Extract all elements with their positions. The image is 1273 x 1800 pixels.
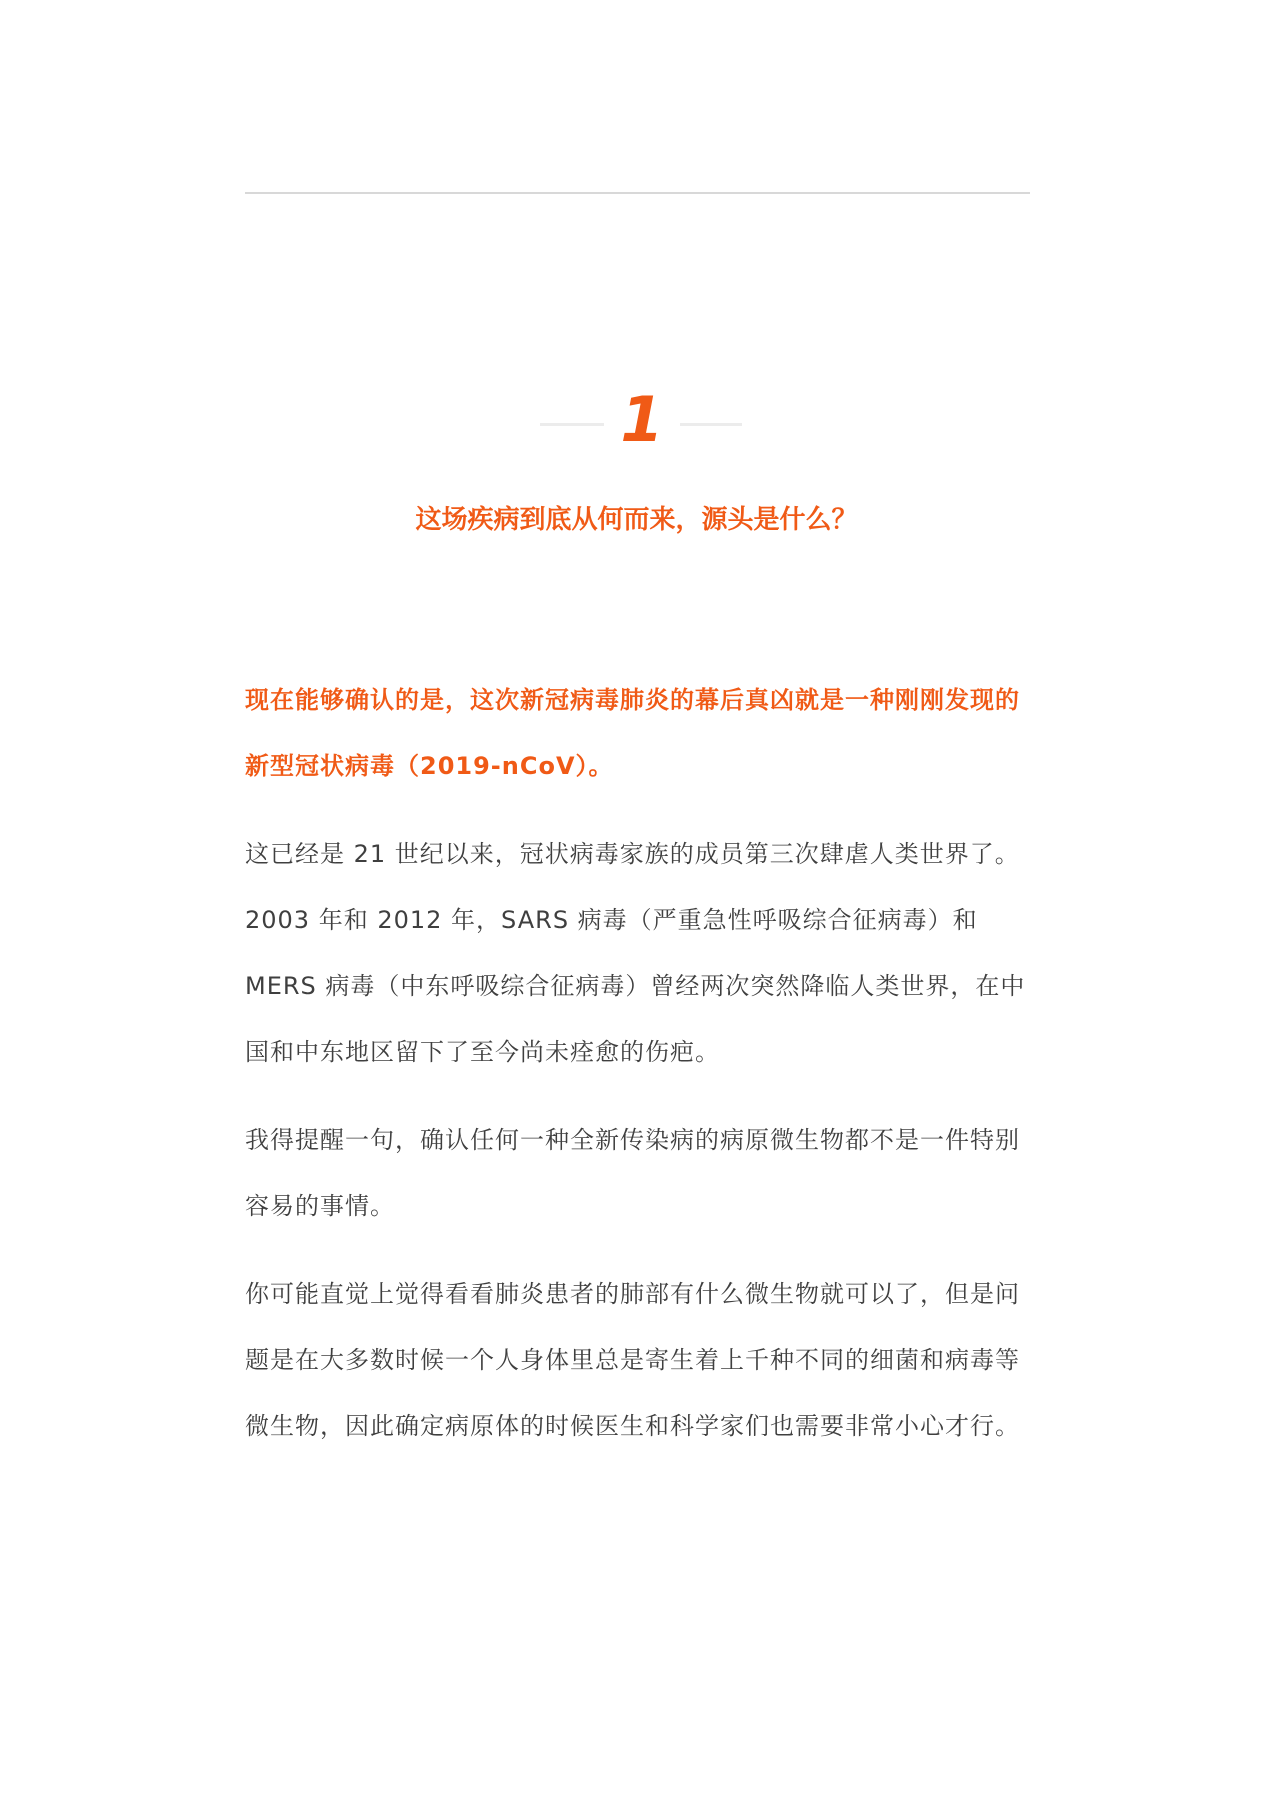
section-marker-line-left <box>540 423 604 426</box>
body-paragraph: 这已经是 21 世纪以来，冠状病毒家族的成员第三次肆虐人类世界了。2003 年和 2012 年，SARS 病毒（严重急性呼吸综合征病毒）和 MERS 病毒（中东呼吸综合征病毒）曾经两次突然降临人类世界，在中国和中东地区留下了至今尚未痊愈的伤疤。 <box>245 840 1026 1066</box>
section-number: 1 <box>620 383 664 456</box>
top-divider <box>245 192 1030 194</box>
lead-paragraph: 现在能够确认的是，这次新冠病毒肺炎的幕后真凶就是一种刚刚发现的新型冠状病毒（2019-nCoV）。 <box>245 686 1020 780</box>
section-heading: 这场疾病到底从何而来，源头是什么？ <box>415 505 858 535</box>
body-paragraph: 你可能直觉上觉得看看肺炎患者的肺部有什么微生物就可以了，但是问题是在大多数时候一个人身体里总是寄生着上千种不同的细菌和病毒等微生物，因此确定病原体的时候医生和科学家们也需要非常小心才行。 <box>245 1280 1020 1440</box>
section-marker-line-right <box>680 423 742 426</box>
article-body <box>245 667 1030 1459</box>
section-marker <box>0 380 1273 470</box>
body-paragraph: 我得提醒一句，确认任何一种全新传染病的病原微生物都不是一件特别容易的事情。 <box>245 1126 1020 1220</box>
